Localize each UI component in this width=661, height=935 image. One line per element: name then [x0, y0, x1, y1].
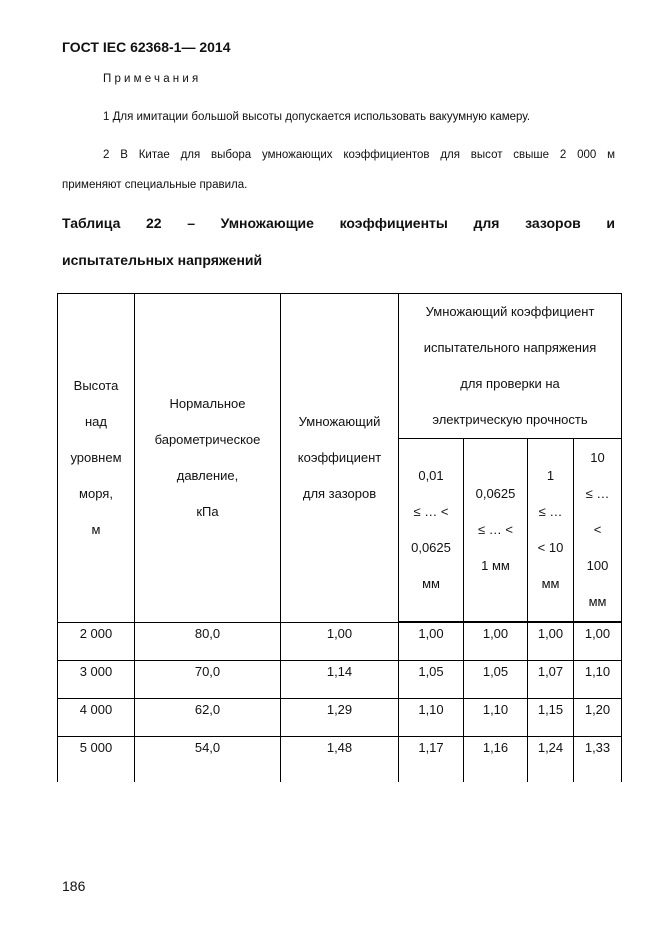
- header-voltage-line: испытательного напряжения: [423, 340, 597, 355]
- header-voltage-factor: [399, 294, 622, 439]
- header-range-0.0625: [464, 439, 528, 623]
- header-range-1: [528, 439, 574, 623]
- header-clearance-line: для зазоров: [302, 485, 377, 501]
- header-pressure-line: кПа: [196, 503, 219, 519]
- cell-altitude: 3 000: [58, 661, 135, 699]
- header-pressure-line: давление,: [176, 467, 239, 483]
- header-voltage-line: электрическую прочность: [432, 412, 588, 427]
- cell-factor-1: 1,17: [399, 737, 464, 783]
- header-range-line: 100: [586, 558, 609, 573]
- cell-factor-1: 1,00: [399, 622, 464, 661]
- header-range-line: 0,0625: [475, 486, 516, 501]
- header-clearance-line: коэффициент: [297, 449, 382, 465]
- header-pressure-line: Нормальное: [169, 395, 246, 411]
- cell-altitude: 4 000: [58, 699, 135, 737]
- header-range-line: ≤ … <: [413, 504, 449, 519]
- cell-factor-4: 1,00: [574, 622, 622, 661]
- cell-clearance: 1,14: [281, 661, 399, 699]
- note-2-line-2: применяют специальные правила.: [62, 179, 248, 191]
- header-altitude-line: над: [85, 413, 107, 429]
- header-clearance-factor: [281, 294, 399, 623]
- header-range-10: [574, 439, 622, 623]
- table-row: [58, 737, 622, 783]
- cell-factor-3: 1,15: [528, 699, 574, 737]
- cell-altitude: 5 000: [58, 737, 135, 783]
- header-range-line: 1 мм: [481, 558, 510, 573]
- header-range-line: мм: [541, 576, 560, 591]
- header-range-line: ≤ …: [538, 504, 563, 519]
- header-range-0.01: [399, 439, 464, 623]
- header-altitude-line: уровнем: [70, 449, 122, 465]
- cell-factor-2: 1,10: [464, 699, 528, 737]
- header-range-line: 10: [590, 450, 605, 465]
- header-clearance-line: Умножающий: [298, 413, 381, 429]
- header-altitude-line: м: [91, 521, 101, 537]
- standard-header: ГОСТ IEC 62368-1— 2014: [62, 39, 231, 55]
- header-pressure-line: барометрическое: [154, 431, 261, 447]
- cell-factor-2: 1,16: [464, 737, 528, 783]
- cell-factor-1: 1,10: [399, 699, 464, 737]
- cell-pressure: 80,0: [135, 622, 281, 661]
- header-range-line: <: [593, 522, 602, 537]
- table-row: [58, 699, 622, 737]
- header-altitude: [58, 294, 135, 623]
- notes-title: Примечания: [103, 73, 202, 85]
- header-range-line: 1: [546, 468, 555, 483]
- cell-factor-2: 1,05: [464, 661, 528, 699]
- header-range-line: ≤ … <: [478, 522, 513, 537]
- header-range-line: ≤ …: [585, 486, 610, 501]
- header-pressure: [135, 294, 281, 623]
- cell-factor-4: 1,33: [574, 737, 622, 783]
- multiplication-factors-table: [57, 293, 622, 782]
- header-range-line: 0,0625: [411, 540, 451, 555]
- header-voltage-line: для проверки на: [460, 376, 560, 391]
- cell-clearance: 1,00: [281, 622, 399, 661]
- header-altitude-line: Высота: [73, 377, 119, 393]
- cell-clearance: 1,48: [281, 737, 399, 783]
- cell-pressure: 54,0: [135, 737, 281, 783]
- table-row: [58, 661, 622, 699]
- header-range-line: мм: [422, 576, 440, 591]
- cell-factor-4: 1,20: [574, 699, 622, 737]
- cell-altitude: 2 000: [58, 622, 135, 661]
- note-2-line-1: 2 В Китае для выбора умножающих коэффициентов для высот свыше 2 000 м: [103, 149, 615, 161]
- cell-factor-1: 1,05: [399, 661, 464, 699]
- cell-clearance: 1,29: [281, 699, 399, 737]
- cell-factor-3: 1,00: [528, 622, 574, 661]
- table-row: [58, 622, 622, 661]
- table-caption-line-1: Таблица 22 – Умножающие коэффициенты для зазоров и: [62, 215, 615, 231]
- header-range-line: мм: [588, 594, 607, 609]
- cell-factor-3: 1,07: [528, 661, 574, 699]
- page-number: 186: [62, 878, 86, 894]
- header-voltage-line: Умножающий коэффициент: [425, 304, 595, 319]
- note-1: 1 Для имитации большой высоты допускается использовать вакуумную камеру.: [103, 111, 531, 123]
- header-altitude-line: моря,: [79, 485, 113, 501]
- header-range-line: 0,01: [418, 468, 444, 483]
- table-caption-line-2: испытательных напряжений: [62, 252, 263, 268]
- header-range-line: < 10: [537, 540, 564, 555]
- cell-factor-3: 1,24: [528, 737, 574, 783]
- cell-pressure: 70,0: [135, 661, 281, 699]
- cell-factor-2: 1,00: [464, 622, 528, 661]
- cell-factor-4: 1,10: [574, 661, 622, 699]
- cell-pressure: 62,0: [135, 699, 281, 737]
